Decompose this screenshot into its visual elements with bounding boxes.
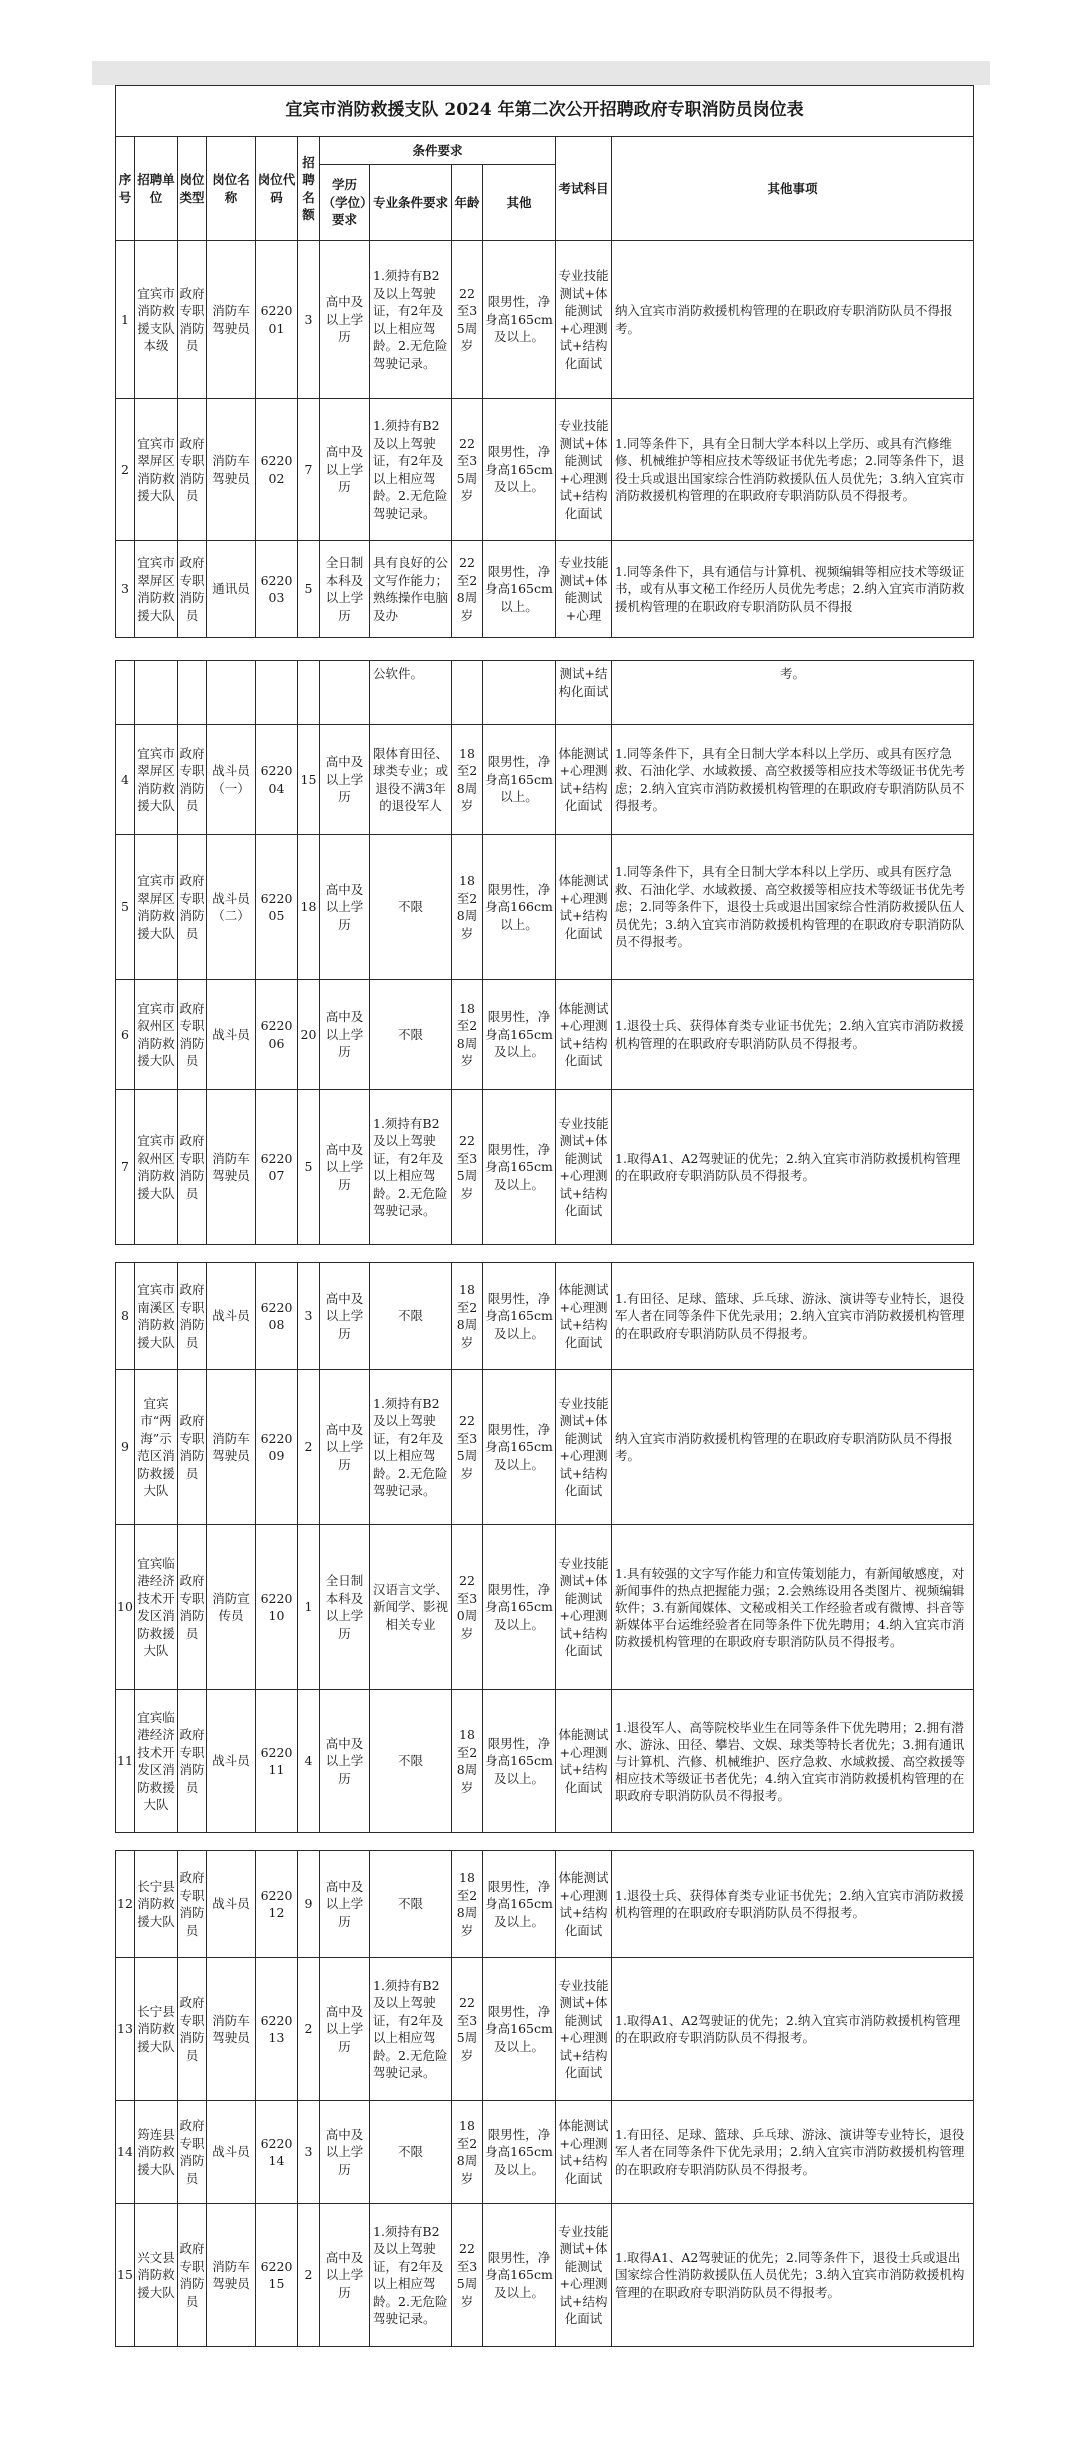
cell-name: 战斗员 <box>207 2101 256 2204</box>
cell-age: 22至28周岁 <box>452 541 483 638</box>
cell-education: 高中及以上学历 <box>320 980 370 1090</box>
cell-quota: 4 <box>298 1690 320 1833</box>
cell-unit: 宜宾市翠屏区消防救援大队 <box>135 835 178 980</box>
cell-no: 14 <box>116 2101 135 2204</box>
positions-table-continued <box>115 1262 974 1833</box>
cell-type: 政府专职消防员 <box>178 399 207 541</box>
cell-code: 622010 <box>256 1525 298 1690</box>
cell-exam: 体能测试+心理测试+结构化面试 <box>556 2101 612 2204</box>
cell-other: 限男性，净身高165cm及以上。 <box>483 1525 556 1690</box>
cell-type: 政府专职消防员 <box>178 541 207 638</box>
cell-exam: 专业技能测试+体能测试+心理测试+结构化面试 <box>556 1090 612 1245</box>
cell-name: 战斗员 <box>207 1263 256 1370</box>
cell-notes: 1.同等条件下，具有全日制大学本科以上学历、或具有汽修维修、机械维护等相应技术等级证书优先考虑；2.同等条件下，退役士兵或退出国家综合性消防救援队伍人员优先；3.纳入宜宾市消防救援机构管理的在职政府专职消防队员不得报考。 <box>612 399 974 541</box>
cell-code: 622007 <box>256 1090 298 1245</box>
cell-name: 战斗员 <box>207 980 256 1090</box>
cell-education: 高中及以上学历 <box>320 2204 370 2347</box>
cell-no: 2 <box>116 399 135 541</box>
cell-name: 消防车驾驶员 <box>207 1090 256 1245</box>
cell-other: 限男性，净身高165cm及以上。 <box>483 2204 556 2347</box>
cell-other: 限男性，净身高165cm及以上。 <box>483 1958 556 2101</box>
cell-unit: 筠连县消防救援大队 <box>135 2101 178 2204</box>
header-conditions: 条件要求 <box>320 137 556 165</box>
cell-education: 高中及以上学历 <box>320 2101 370 2204</box>
cell-type: 政府专职消防员 <box>178 2204 207 2347</box>
cell-age: 18至28周岁 <box>452 980 483 1090</box>
cell-quota: 3 <box>298 241 320 399</box>
cell-unit: 宜宾市“两海”示范区消防救援大队 <box>135 1370 178 1525</box>
cell-unit: 宜宾市叙州区消防救援大队 <box>135 980 178 1090</box>
cell-exam: 体能测试+心理测试+结构化面试 <box>556 1851 612 1958</box>
header-age: 年龄 <box>452 165 483 241</box>
cell-no: 10 <box>116 1525 135 1690</box>
cell-notes: 1.同等条件下，具有全日制大学本科以上学历、或具有医疗急救、石油化学、水域救援、高空救援等相应技术等级证书优先考虑；2.同等条件下，退役士兵或退出国家综合性消防救援队伍人员优先；3.纳入宜宾市消防救援机构管理的在职政府专职消防队员不得报考。 <box>612 835 974 980</box>
cell-no: 8 <box>116 1263 135 1370</box>
cell-exam: 专业技能测试+体能测试+心理测试+结构化面试 <box>556 241 612 399</box>
cell-age: 18至28周岁 <box>452 1263 483 1370</box>
cell-no: 6 <box>116 980 135 1090</box>
cell-type: 政府专职消防员 <box>178 1851 207 1958</box>
cell-education <box>320 661 370 725</box>
table-row <box>116 241 974 399</box>
cell-notes: 1.退役军人、高等院校毕业生在同等条件下优先聘用；2.拥有潜水、游泳、田径、攀岩、文娱、球类等特长者优先；3.拥有通讯与计算机、汽修、机械维护、医疗急救、水域救援、高空救援等相应技术等级证书者优先；4.纳入宜宾市消防救援机构管理的在职政府专职消防队员不得报考。 <box>612 1690 974 1833</box>
cell-exam: 体能测试+心理测试+结构化面试 <box>556 835 612 980</box>
cell-unit <box>135 661 178 725</box>
cell-other: 限男性，净身高165cm及以上。 <box>483 980 556 1090</box>
cell-notes: 1.退役士兵、获得体育类专业证书优先；2.纳入宜宾市消防救援机构管理的在职政府专职消防队员不得报考。 <box>612 980 974 1090</box>
cell-quota: 2 <box>298 1958 320 2101</box>
cell-major: 1.须持有B2及以上驾驶证，有2年及以上相应驾龄。2.无危险驾驶记录。 <box>370 1958 452 2101</box>
cell-notes: 1.退役士兵、获得体育类专业证书优先；2.纳入宜宾市消防救援机构管理的在职政府专职消防队员不得报考。 <box>612 1851 974 1958</box>
cell-name: 战斗员 <box>207 1851 256 1958</box>
cell-education: 全日制本科及以上学历 <box>320 541 370 638</box>
cell-major: 1.须持有B2及以上驾驶证，有2年及以上相应驾龄。2.无危险驾驶记录。 <box>370 1370 452 1525</box>
cell-education: 高中及以上学历 <box>320 241 370 399</box>
cell-unit: 宜宾市南溪区消防救援大队 <box>135 1263 178 1370</box>
cell-type: 政府专职消防员 <box>178 725 207 835</box>
cell-exam: 专业技能测试+体能测试+心理测试+结构化面试 <box>556 399 612 541</box>
cell-age: 22至35周岁 <box>452 2204 483 2347</box>
header-code: 岗位代码 <box>256 137 298 241</box>
cell-age: 22至35周岁 <box>452 1958 483 2101</box>
cell-age <box>452 661 483 725</box>
positions-table-continued <box>115 660 974 1245</box>
cell-quota: 3 <box>298 1263 320 1370</box>
cell-education: 高中及以上学历 <box>320 1090 370 1245</box>
cell-no: 1 <box>116 241 135 399</box>
table-row-continuation <box>116 661 974 725</box>
cell-unit: 宜宾市翠屏区消防救援大队 <box>135 725 178 835</box>
table-row <box>116 2101 974 2204</box>
cell-code: 622015 <box>256 2204 298 2347</box>
cell-quota <box>298 661 320 725</box>
cell-no: 5 <box>116 835 135 980</box>
cell-major: 汉语言文学、新闻学、影视相关专业 <box>370 1525 452 1690</box>
cell-code: 622009 <box>256 1370 298 1525</box>
header-notes: 其他事项 <box>612 137 974 241</box>
cell-type: 政府专职消防员 <box>178 241 207 399</box>
cell-education: 高中及以上学历 <box>320 1958 370 2101</box>
positions-table <box>115 85 974 638</box>
cell-education: 高中及以上学历 <box>320 399 370 541</box>
cell-age: 18至28周岁 <box>452 835 483 980</box>
cell-age: 18至28周岁 <box>452 2101 483 2204</box>
cell-age: 22至35周岁 <box>452 399 483 541</box>
cell-name: 消防车驾驶员 <box>207 2204 256 2347</box>
cell-other: 限男性，净身高165cm及以上。 <box>483 1690 556 1833</box>
table-segment-3 <box>115 1262 973 1833</box>
cell-quota: 2 <box>298 2204 320 2347</box>
cell-exam: 体能测试+心理测试+结构化面试 <box>556 1690 612 1833</box>
cell-name: 战斗员（二） <box>207 835 256 980</box>
table-row <box>116 1370 974 1525</box>
header-major: 专业条件要求 <box>370 165 452 241</box>
table-row <box>116 1851 974 1958</box>
cell-code: 622012 <box>256 1851 298 1958</box>
cell-no: 7 <box>116 1090 135 1245</box>
header-type: 岗位类型 <box>178 137 207 241</box>
cell-quota: 1 <box>298 1525 320 1690</box>
cell-quota: 7 <box>298 399 320 541</box>
cell-major: 公软件。 <box>370 661 452 725</box>
cell-no: 9 <box>116 1370 135 1525</box>
cell-other: 限男性，净身高165cm及以上。 <box>483 1851 556 1958</box>
cell-notes: 1.有田径、足球、篮球、乒乓球、游泳、演讲等专业特长，退役军人者在同等条件下优先录用；2.纳入宜宾市消防救援机构管理的在职政府专职消防队员不得报考。 <box>612 2101 974 2204</box>
cell-unit: 宜宾市翠屏区消防救援大队 <box>135 541 178 638</box>
cell-no: 15 <box>116 2204 135 2347</box>
cell-notes: 1.取得A1、A2驾驶证的优先；2.纳入宜宾市消防救援机构管理的在职政府专职消防队员不得报考。 <box>612 1090 974 1245</box>
cell-major: 不限 <box>370 1690 452 1833</box>
cell-age: 18至28周岁 <box>452 1690 483 1833</box>
cell-unit: 宜宾临港经济技术开发区消防救援大队 <box>135 1690 178 1833</box>
cell-code: 622008 <box>256 1263 298 1370</box>
cell-major: 不限 <box>370 2101 452 2204</box>
table-row <box>116 399 974 541</box>
cell-name: 战斗员（一） <box>207 725 256 835</box>
cell-type: 政府专职消防员 <box>178 835 207 980</box>
cell-code: 622011 <box>256 1690 298 1833</box>
cell-exam: 专业技能测试+体能测试+心理测试+结构化面试 <box>556 1370 612 1525</box>
cell-quota: 5 <box>298 1090 320 1245</box>
cell-code <box>256 661 298 725</box>
cell-other: 限男性，净身高165cm及以上。 <box>483 399 556 541</box>
cell-type: 政府专职消防员 <box>178 1690 207 1833</box>
page-top-bar <box>92 61 990 85</box>
cell-no: 13 <box>116 1958 135 2101</box>
cell-major: 1.须持有B2及以上驾驶证，有2年及以上相应驾龄。2.无危险驾驶记录。 <box>370 2204 452 2347</box>
table-row <box>116 980 974 1090</box>
cell-name: 消防车驾驶员 <box>207 399 256 541</box>
cell-unit: 宜宾临港经济技术开发区消防救援大队 <box>135 1525 178 1690</box>
cell-notes: 考。 <box>612 661 974 725</box>
cell-notes: 1.具有较强的文字写作能力和宣传策划能力，有新闻敏感度，对新闻事件的热点把握能力强；2.会熟练设用各类图片、视频编辑软件；3.有新闻媒体、文秘或相关工作经验者或有微博、抖音等新媒体平台运维经验者在同等条件下优先聘用；4.纳入宜宾市消防救援机构管理的在职政府专职消防队员不得报考。 <box>612 1525 974 1690</box>
cell-quota: 15 <box>298 725 320 835</box>
cell-notes: 纳入宜宾市消防救援机构管理的在职政府专职消防队员不得报考。 <box>612 1370 974 1525</box>
cell-major: 1.须持有B2及以上驾驶证，有2年及以上相应驾龄。2.无危险驾驶记录。 <box>370 241 452 399</box>
header-quota: 招聘名额 <box>298 137 320 241</box>
table-row <box>116 2204 974 2347</box>
cell-major: 具有良好的公文写作能力；熟练操作电脑及办 <box>370 541 452 638</box>
cell-code: 622002 <box>256 399 298 541</box>
cell-other: 限男性，净身高165cm及以上。 <box>483 1090 556 1245</box>
cell-quota: 2 <box>298 1370 320 1525</box>
cell-type: 政府专职消防员 <box>178 1525 207 1690</box>
cell-type: 政府专职消防员 <box>178 1370 207 1525</box>
cell-major: 不限 <box>370 1263 452 1370</box>
table-row <box>116 1525 974 1690</box>
cell-notes: 纳入宜宾市消防救援机构管理的在职政府专职消防队员不得报考。 <box>612 241 974 399</box>
cell-age: 22至35周岁 <box>452 1370 483 1525</box>
cell-age: 18至28周岁 <box>452 1851 483 1958</box>
cell-age: 22至30周岁 <box>452 1525 483 1690</box>
cell-other: 限男性，净身高165cm以上。 <box>483 541 556 638</box>
cell-type: 政府专职消防员 <box>178 1263 207 1370</box>
cell-education: 高中及以上学历 <box>320 1851 370 1958</box>
table-segment-2 <box>115 660 973 1245</box>
table-title: 宜宾市消防救援支队 2024 年第二次公开招聘政府专职消防员岗位表 <box>116 86 974 137</box>
positions-table-continued <box>115 1850 974 2347</box>
table-row <box>116 1690 974 1833</box>
cell-other: 限男性，净身高165cm及以上。 <box>483 2101 556 2204</box>
cell-type: 政府专职消防员 <box>178 980 207 1090</box>
cell-name: 消防车驾驶员 <box>207 241 256 399</box>
cell-major: 不限 <box>370 980 452 1090</box>
cell-age: 22至35周岁 <box>452 1090 483 1245</box>
cell-age: 22至35周岁 <box>452 241 483 399</box>
cell-education: 高中及以上学历 <box>320 725 370 835</box>
header-other: 其他 <box>483 165 556 241</box>
header-no: 序号 <box>116 137 135 241</box>
table-segment-1 <box>115 85 973 638</box>
cell-name: 通讯员 <box>207 541 256 638</box>
table-row <box>116 1090 974 1245</box>
cell-major: 1.须持有B2及以上驾驶证，有2年及以上相应驾龄。2.无危险驾驶记录。 <box>370 1090 452 1245</box>
header-education: 学历（学位）要求 <box>320 165 370 241</box>
cell-unit: 宜宾市叙州区消防救援大队 <box>135 1090 178 1245</box>
cell-code: 622013 <box>256 1958 298 2101</box>
cell-no: 11 <box>116 1690 135 1833</box>
cell-type: 政府专职消防员 <box>178 2101 207 2204</box>
cell-exam: 体能测试+心理测试+结构化面试 <box>556 725 612 835</box>
cell-unit: 宜宾市翠屏区消防救援大队 <box>135 399 178 541</box>
cell-major: 不限 <box>370 1851 452 1958</box>
cell-code: 622004 <box>256 725 298 835</box>
cell-exam: 测试+结构化面试 <box>556 661 612 725</box>
cell-major: 限体育田径、球类专业；或退役不满3年的退役军人 <box>370 725 452 835</box>
cell-exam: 专业技能测试+体能测试+心理 <box>556 541 612 638</box>
cell-other: 限男性，净身高165cm及以上。 <box>483 1263 556 1370</box>
cell-unit: 长宁县消防救援大队 <box>135 1851 178 1958</box>
cell-notes: 1.取得A1、A2驾驶证的优先；2.纳入宜宾市消防救援机构管理的在职政府专职消防队员不得报考。 <box>612 1958 974 2101</box>
cell-quota: 18 <box>298 835 320 980</box>
cell-exam: 专业技能测试+体能测试+心理测试+结构化面试 <box>556 1958 612 2101</box>
table-row <box>116 1958 974 2101</box>
cell-exam: 专业技能测试+体能测试+心理测试+结构化面试 <box>556 2204 612 2347</box>
cell-education: 高中及以上学历 <box>320 1690 370 1833</box>
table-row <box>116 541 974 638</box>
cell-education: 高中及以上学历 <box>320 835 370 980</box>
cell-code: 622001 <box>256 241 298 399</box>
table-row <box>116 835 974 980</box>
cell-unit: 兴文县消防救援大队 <box>135 2204 178 2347</box>
cell-age: 18至28周岁 <box>452 725 483 835</box>
cell-no: 3 <box>116 541 135 638</box>
cell-notes: 1.同等条件下，具有通信与计算机、视频编辑等相应技术等级证书，或有从事文秘工作经历人员优先考虑；2.纳入宜宾市消防救援机构管理的在职政府专职消防队员不得报 <box>612 541 974 638</box>
cell-education: 全日制本科及以上学历 <box>320 1525 370 1690</box>
cell-quota: 3 <box>298 2101 320 2204</box>
cell-no <box>116 661 135 725</box>
cell-other: 限男性，净身高165cm及以上。 <box>483 1370 556 1525</box>
cell-type: 政府专职消防员 <box>178 1958 207 2101</box>
cell-no: 4 <box>116 725 135 835</box>
header-unit: 招聘单位 <box>135 137 178 241</box>
cell-other: 限男性，净身高165cm以上。 <box>483 725 556 835</box>
cell-education: 高中及以上学历 <box>320 1263 370 1370</box>
cell-code: 622006 <box>256 980 298 1090</box>
table-row <box>116 1263 974 1370</box>
cell-name: 消防车驾驶员 <box>207 1370 256 1525</box>
cell-other: 限男性，净身高166cm以上。 <box>483 835 556 980</box>
cell-code: 622005 <box>256 835 298 980</box>
cell-quota: 20 <box>298 980 320 1090</box>
cell-code: 622014 <box>256 2101 298 2204</box>
cell-exam: 体能测试+心理测试+结构化面试 <box>556 980 612 1090</box>
cell-exam: 专业技能测试+体能测试+心理测试+结构化面试 <box>556 1525 612 1690</box>
cell-code: 622003 <box>256 541 298 638</box>
cell-exam: 体能测试+心理测试+结构化面试 <box>556 1263 612 1370</box>
table-row <box>116 725 974 835</box>
cell-major: 不限 <box>370 835 452 980</box>
cell-education: 高中及以上学历 <box>320 1370 370 1525</box>
cell-notes: 1.同等条件下，具有全日制大学本科以上学历、或具有医疗急救、石油化学、水域救援、高空救援等相应技术等级证书优先考虑；2.纳入宜宾市消防救援机构管理的在职政府专职消防队员不得报考。 <box>612 725 974 835</box>
cell-notes: 1.有田径、足球、篮球、乒乓球、游泳、演讲等专业特长，退役军人者在同等条件下优先录用；2.纳入宜宾市消防救援机构管理的在职政府专职消防队员不得报考。 <box>612 1263 974 1370</box>
table-segment-4 <box>115 1850 973 2347</box>
cell-name: 消防宣传员 <box>207 1525 256 1690</box>
header-name: 岗位名称 <box>207 137 256 241</box>
cell-name: 战斗员 <box>207 1690 256 1833</box>
cell-quota: 5 <box>298 541 320 638</box>
cell-notes: 1.取得A1、A2驾驶证的优先；2.同等条件下，退役士兵或退出国家综合性消防救援队伍人员优先；3.纳入宜宾市消防救援机构管理的在职政府专职消防队员不得报考。 <box>612 2204 974 2347</box>
cell-other: 限男性，净身高165cm及以上。 <box>483 241 556 399</box>
cell-type: 政府专职消防员 <box>178 1090 207 1245</box>
cell-unit: 长宁县消防救援大队 <box>135 1958 178 2101</box>
cell-major: 1.须持有B2及以上驾驶证，有2年及以上相应驾龄。2.无危险驾驶记录。 <box>370 399 452 541</box>
cell-no: 12 <box>116 1851 135 1958</box>
cell-type <box>178 661 207 725</box>
cell-quota: 9 <box>298 1851 320 1958</box>
cell-name: 消防车驾驶员 <box>207 1958 256 2101</box>
cell-unit: 宜宾市消防救援支队本级 <box>135 241 178 399</box>
cell-name <box>207 661 256 725</box>
header-exam: 考试科目 <box>556 137 612 241</box>
cell-other <box>483 661 556 725</box>
